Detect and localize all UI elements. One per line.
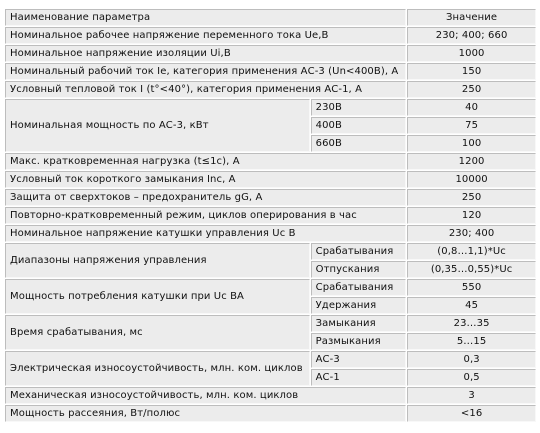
table-row [5, 207, 536, 224]
table-row [5, 27, 536, 44]
sub-parameter-name: Удержания [311, 297, 407, 314]
parameter-name: Номинальное напряжение катушки управления Uc В [5, 225, 406, 242]
table-row [5, 315, 536, 332]
table-row [5, 171, 536, 188]
parameter-value: <16 [407, 405, 536, 422]
parameter-value: 75 [407, 117, 536, 134]
parameter-name: Мощность потребления катушки при Uc ВА [5, 279, 310, 314]
parameter-value: 23…35 [407, 315, 536, 332]
parameter-name: Время срабатывания, мс [5, 315, 310, 350]
sub-parameter-name: Срабатывания [311, 243, 407, 260]
parameter-value: 0,5 [407, 369, 536, 386]
parameter-name: Номинальная мощность по АС-3, кВт [5, 99, 310, 152]
table-row [5, 243, 536, 260]
parameter-name: Условный тепловой ток I (t°<40°), категория применения АС-1, А [5, 81, 406, 98]
parameter-name: Повторно-кратковременный режим, циклов оперирования в час [5, 207, 406, 224]
parameter-value: 230; 400; 660 [407, 27, 536, 44]
table-row [5, 99, 536, 116]
parameter-value: 120 [407, 207, 536, 224]
parameter-value: (0,8…1,1)*Uc [407, 243, 536, 260]
parameter-name: Номинальное рабочее напряжение переменного тока Ue,В [5, 27, 406, 44]
parameter-value: 5…15 [407, 333, 536, 350]
parameter-value: 230; 400 [407, 225, 536, 242]
table-header-row [5, 9, 536, 26]
parameter-name: Номинальное напряжение изоляции Ui,В [5, 45, 406, 62]
sub-parameter-name: 660В [311, 135, 407, 152]
table-row [5, 279, 536, 296]
sub-parameter-name: Отпускания [311, 261, 407, 278]
parameter-value: 45 [407, 297, 536, 314]
parameter-value: 0,3 [407, 351, 536, 368]
sub-parameter-name: АС-3 [311, 351, 407, 368]
parameter-value: 250 [407, 81, 536, 98]
parameter-value: 100 [407, 135, 536, 152]
parameters-table [4, 8, 537, 423]
sub-parameter-name: Срабатывания [311, 279, 407, 296]
parameter-name: Условный ток короткого замыкания Inc, А [5, 171, 406, 188]
parameter-value: 1200 [407, 153, 536, 170]
parameter-name: Мощность рассеяния, Вт/полюс [5, 405, 406, 422]
table-row [5, 153, 536, 170]
header-param: Наименование параметра [5, 9, 406, 26]
parameter-name: Диапазоны напряжения управления [5, 243, 310, 278]
parameter-value: 250 [407, 189, 536, 206]
parameter-value: 150 [407, 63, 536, 80]
table-row [5, 63, 536, 80]
table-row [5, 405, 536, 422]
parameter-name: Электрическая износоустойчивость, млн. ком. циклов [5, 351, 310, 386]
sub-parameter-name: Размыкания [311, 333, 407, 350]
table-row [5, 189, 536, 206]
table-row [5, 387, 536, 404]
header-value: Значение [407, 9, 536, 26]
parameter-value: 3 [407, 387, 536, 404]
table-row [5, 351, 536, 368]
parameter-value: (0,35…0,55)*Uc [407, 261, 536, 278]
sub-parameter-name: 230В [311, 99, 407, 116]
parameter-name: Макс. кратковременная нагрузка (t≤1с), А [5, 153, 406, 170]
sub-parameter-name: АС-1 [311, 369, 407, 386]
parameter-value: 40 [407, 99, 536, 116]
parameter-name: Номинальный рабочий ток Ie, категория применения АС-3 (Un<400В), А [5, 63, 406, 80]
table-row [5, 81, 536, 98]
table-row [5, 45, 536, 62]
parameter-name: Защита от сверхтоков – предохранитель gG, А [5, 189, 406, 206]
parameter-value: 1000 [407, 45, 536, 62]
parameter-value: 550 [407, 279, 536, 296]
parameter-value: 10000 [407, 171, 536, 188]
table-row [5, 225, 536, 242]
parameter-name: Механическая износоустойчивость, млн. ком. циклов [5, 387, 406, 404]
sub-parameter-name: Замыкания [311, 315, 407, 332]
sub-parameter-name: 400В [311, 117, 407, 134]
parameters-table-body [5, 9, 536, 422]
